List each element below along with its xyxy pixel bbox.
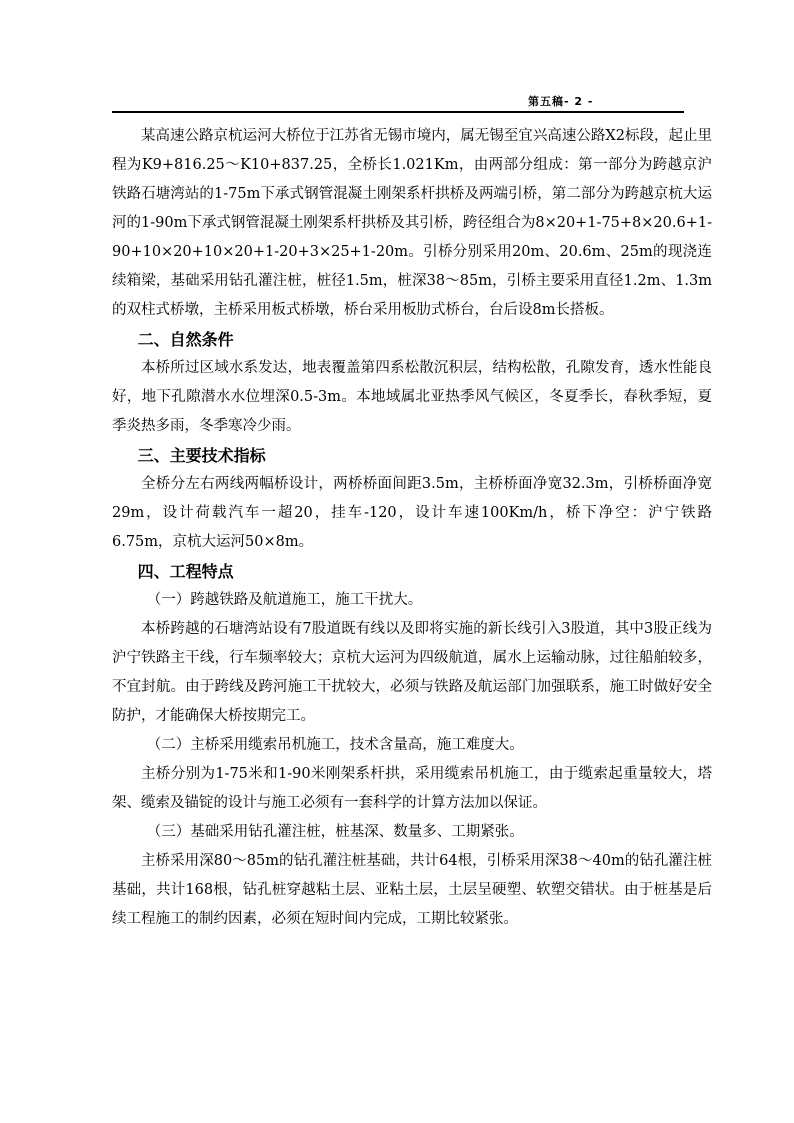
subheading-feature-2: （二）主桥采用缆索吊机施工，技术含量高，施工难度大。: [146, 737, 524, 753]
paragraph-feature-3: 主桥采用深80～85m的钻孔灌注桩基础，共计64根，引桥采用深38～40m的钻孔灌注桩基础，共计168根，钻孔桩穿越粘土层、亚粘土层，土层呈硬塑、软塑交错状。由于桩基是后续工程施工的制约因素，必须在短时间内完成，工期比较紧张。: [112, 853, 712, 927]
section-heading-project-features: 四、工程特点: [137, 562, 234, 581]
document-body: [112, 122, 712, 934]
paragraph-feature-1: 本桥跨越的石塘湾站设有7股道既有线以及即将实施的新长线引入3股道，其中3股正线为沪宁铁路主干线，行车频率较大；京杭大运河为四级航道，属水上运输动脉，过往船舶较多，不宜封航。由于跨线及跨河施工干扰较大，必须与铁路及航运部门加强联系，施工时做好安全防护，才能确保大桥按期完工。: [112, 621, 712, 724]
paragraph-natural-conditions: 本桥所过区域水系发达，地表覆盖第四系松散沉积层，结构松散，孔隙发育，透水性能良好，地下孔隙潜水水位埋深0.5-3m。本地域属北亚热季风气候区，冬夏季长，春秋季短，夏季炎热多雨，冬季寒冷少雨。: [112, 360, 712, 434]
paragraph-technical-indicators: 全桥分左右两线两幅桥设计，两桥桥面间距3.5m，主桥桥面净宽32.3m，引桥桥面净宽29m，设计荷载汽车一超20，挂车-120，设计车速100Km/h，桥下净空：沪宁铁路6.75m，京杭大运河50×8m。: [112, 476, 712, 550]
section-heading-technical-indicators: 三、主要技术指标: [137, 446, 266, 465]
paragraph-feature-2: 主桥分别为1-75米和1-90米刚架系杆拱，采用缆索吊机施工，由于缆索起重量较大，塔架、缆索及锚锭的设计与施工必须有一套科学的计算方法加以保证。: [112, 766, 712, 811]
subheading-feature-3: （三）基础采用钻孔灌注桩，桩基深、数量多、工期紧张。: [146, 824, 524, 840]
header-divider: [112, 111, 684, 113]
paragraph-overview: 某高速公路京杭运河大桥位于江苏省无锡市境内，属无锡至宜兴高速公路X2标段，起止里程为K9+816.25～K10+837.25，全桥长1.021Km，由两部分组成：第一部分为跨越京沪铁路石塘湾站的1-75m下承式钢管混凝土刚架系杆拱桥及两端引桥，第二部分为跨越京杭大运河的1-90m下承式钢管混凝土刚架系杆拱桥及其引桥，跨径组合为8×20+1-75+8×20.6+1-90+10×20+10×20+1-20+3×25+1-20m。引桥分别采用20m、20.6m、25m的现浇连续箱梁，基础采用钻孔灌注桩，桩径1.5m，桩深38～85m，引桥主要采用直径1.2m、1.3m的双柱式桥墩，主桥采用板式桥墩，桥台采用板肋式桥台，台后设8m长搭板。: [112, 128, 712, 318]
section-heading-natural-conditions: 二、自然条件: [137, 330, 234, 349]
subheading-feature-1: （一）跨越铁路及航道施工，施工干扰大。: [146, 592, 423, 608]
page-header-label: 第五稿- 2 -: [528, 95, 594, 108]
